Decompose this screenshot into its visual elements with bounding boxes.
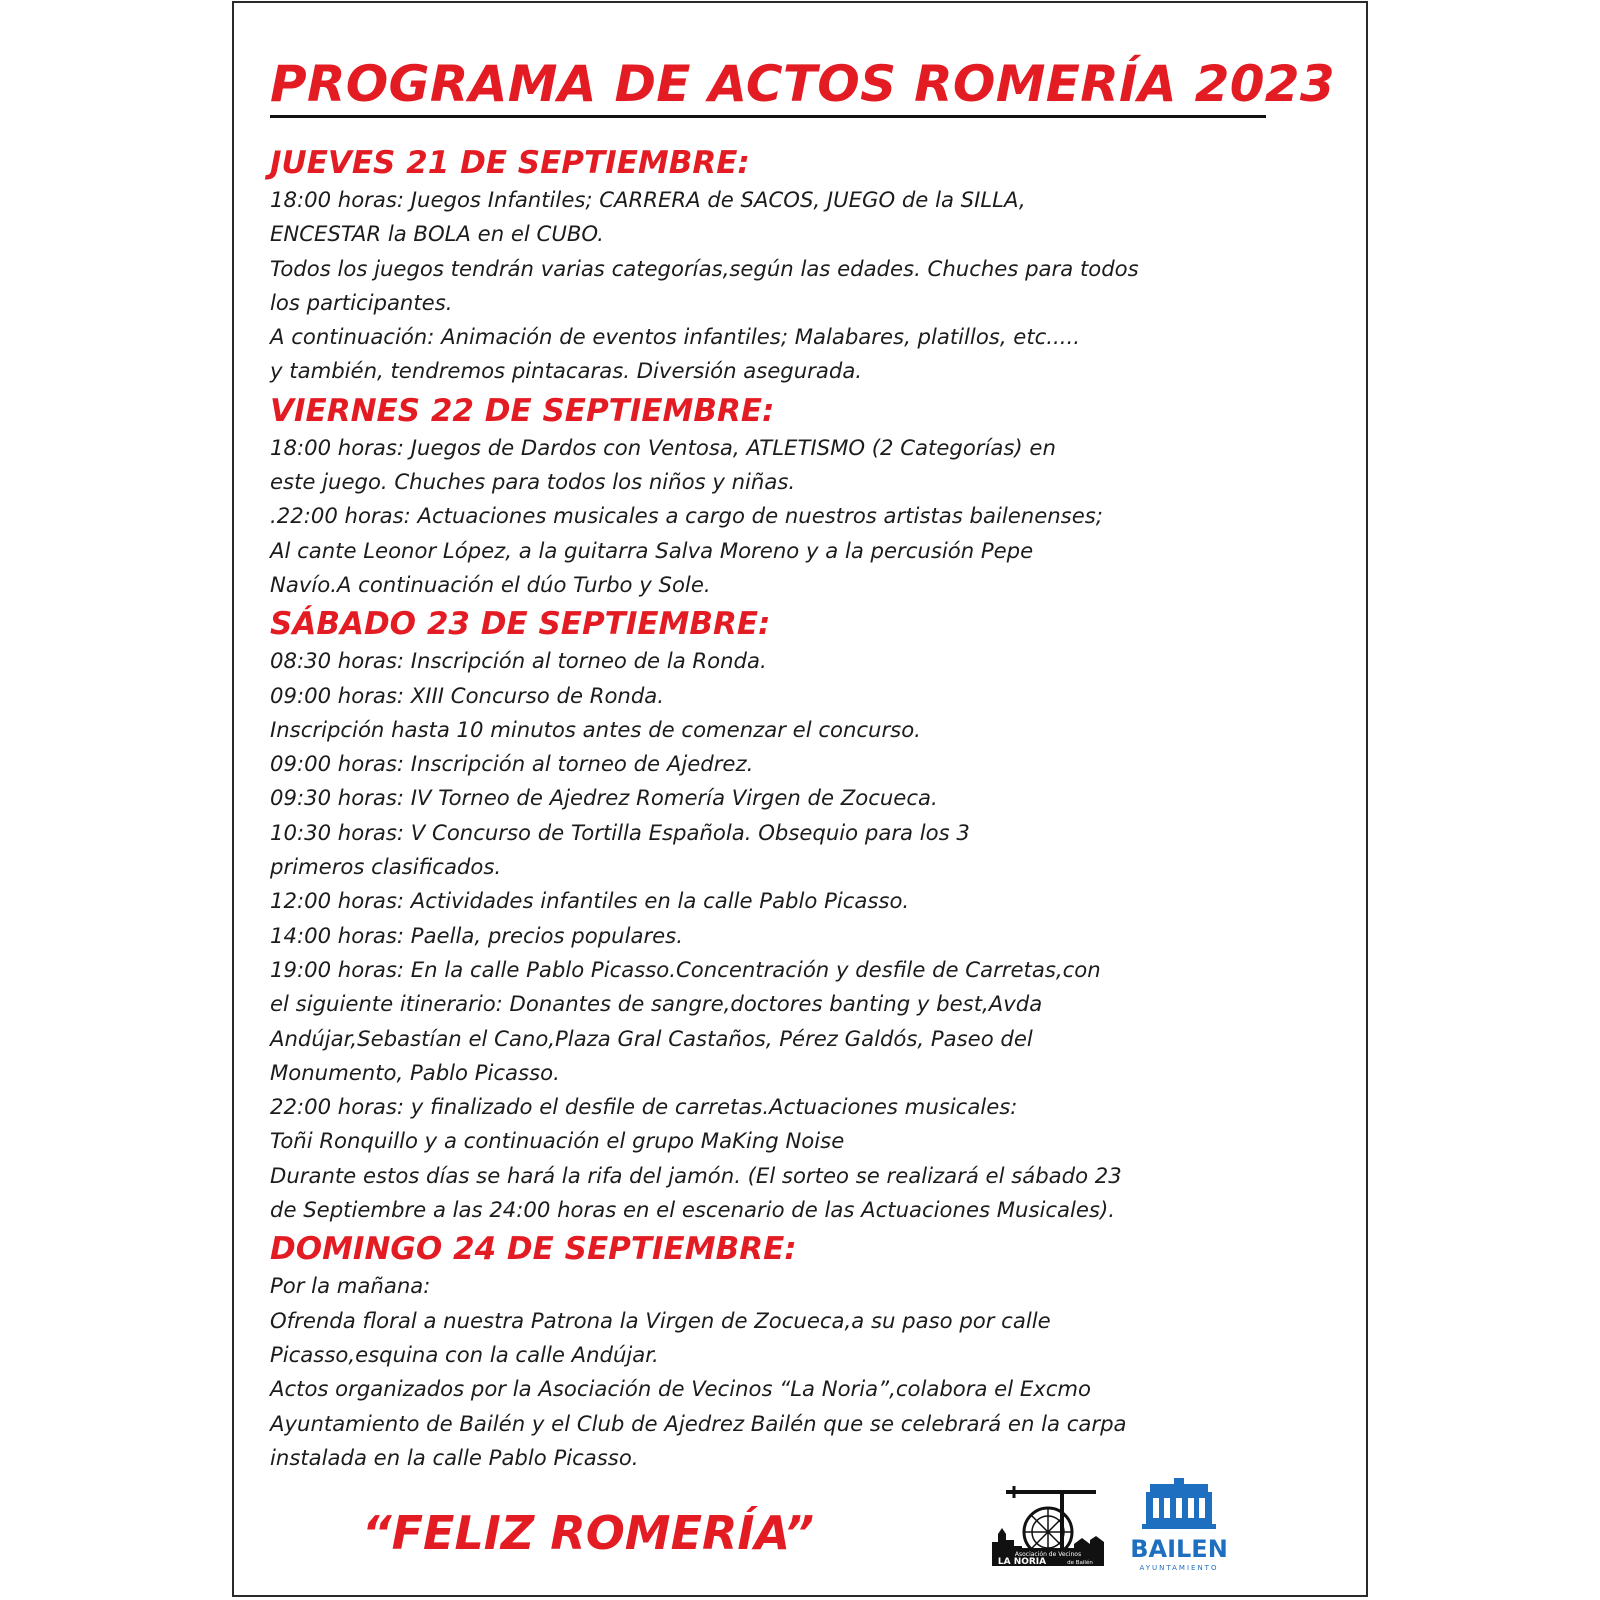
program-line: Por la mañana: [270,1273,431,1299]
program-line: Picasso,esquina con la calle Andújar. [270,1341,659,1367]
program-line: 18:00 horas: Juegos Infantiles; CARRERA de SACOS, JUEGO de la SILLA, [270,187,1026,212]
program-line: Durante estos días se hará la rifa del jamón. (El sorteo se realizará el sábado 23 [270,1162,1122,1188]
program-line: 12:00 horas: Actividades infantiles en la calle Pablo Picasso. [270,888,910,914]
program-line: Andújar,Sebastían el Cano,Plaza Gral Castaños, Pérez Galdós, Paseo del [270,1025,1033,1051]
program-line: A continuación: Animación de eventos infantiles; Malabares, platillos, etc..... [270,324,1080,350]
program-line: y también, tendremos pintacaras. Diversión asegurada. [270,358,863,384]
program-line: 14:00 horas: Paella, precios populares. [270,922,683,948]
program-line: 09:30 horas: IV Torneo de Ajedrez Romería Virgen de Zocueca. [270,785,938,811]
program-line: instalada en la calle Pablo Picasso. [270,1444,639,1470]
la-noria-logo [992,1480,1104,1566]
day-section [270,143,1280,389]
program-line: Todos los juegos tendrán varias categorías,según las edades. Chuches para todos [270,255,1139,281]
program-content [270,143,1280,1477]
day-heading: VIERNES 22 DE SEPTIEMBRE: [270,392,775,429]
program-line: 08:30 horas: Inscripción al torneo de la Ronda. [270,648,767,674]
noria-text-main: LA NORIA [997,1557,1047,1566]
program-line: Al cante Leonor López, a la guitarra Salva Moreno y a la percusión Pepe [270,537,1034,563]
program-line: este juego. Chuches para todos los niños y niñas. [270,469,796,495]
program-line: Navío.A continuación el dúo Turbo y Sole. [270,571,711,597]
program-line: el siguiente itinerario: Donantes de sangre,doctores banting y best,Avda [270,991,1043,1017]
closing-slogan: “FELIZ ROMERÍA” [362,1506,815,1560]
program-line: Ofrenda floral a nuestra Patrona la Virgen de Zocueca,a su paso por calle [270,1307,1051,1333]
program-line: 22:00 horas: y finalizado el desfile de carretas.Actuaciones musicales: [270,1094,1018,1120]
bailen-name: BAILEN [1130,1535,1228,1563]
program-line: 10:30 horas: V Concurso de Tortilla Española. Obsequio para los 3 [270,819,970,845]
day-section [270,1229,1280,1475]
noria-text-top: Asociación de Vecinos [1014,1551,1082,1558]
program-line: los participantes. [270,289,453,315]
program-line: Monumento, Pablo Picasso. [270,1059,560,1085]
program-line: ENCESTAR la BOLA en el CUBO. [270,221,604,247]
program-line: Inscripción hasta 10 minutos antes de comenzar el concurso. [270,716,921,742]
day-lines [270,431,1280,602]
program-line: 19:00 horas: En la calle Pablo Picasso.Concentración y desfile de Carretas,con [270,956,1101,982]
day-heading: DOMINGO 24 DE SEPTIEMBRE: [270,1231,797,1268]
title-underline [270,115,1266,118]
program-line: 09:00 horas: Inscripción al torneo de Ajedrez. [270,751,754,777]
program-line: 09:00 horas: XIII Concurso de Ronda. [270,682,664,708]
program-line: primeros clasificados. [270,854,502,880]
day-section [270,391,1280,602]
day-heading: SÁBADO 23 DE SEPTIEMBRE: [270,606,771,643]
day-section [270,604,1280,1227]
page-title: PROGRAMA DE ACTOS ROMERÍA 2023 [270,55,1335,113]
program-line: Actos organizados por la Asociación de Vecinos “La Noria”,colabora el Excmo [270,1376,1092,1402]
day-heading: JUEVES 21 DE SEPTIEMBRE: [270,145,750,181]
bailen-sub: AYUNTAMIENTO [1139,1564,1219,1572]
day-lines [270,644,1280,1227]
bailen-ayuntamiento-logo [1126,1474,1232,1574]
program-line: .22:00 horas: Actuaciones musicales a cargo de nuestros artistas bailenenses; [270,503,1103,529]
day-lines [270,183,1280,389]
program-line: 18:00 horas: Juegos de Dardos con Ventosa, ATLETISMO (2 Categorías) en [270,434,1056,460]
noria-text-sub: de Bailén [1067,1560,1093,1566]
program-line: de Septiembre a las 24:00 horas en el escenario de las Actuaciones Musicales). [270,1197,1115,1223]
program-line: Toñi Ronquillo y a continuación el grupo MaKing Noise [270,1128,845,1154]
day-lines [270,1269,1280,1475]
program-line: Ayuntamiento de Bailén y el Club de Ajedrez Bailén que se celebrará en la carpa [270,1410,1127,1436]
